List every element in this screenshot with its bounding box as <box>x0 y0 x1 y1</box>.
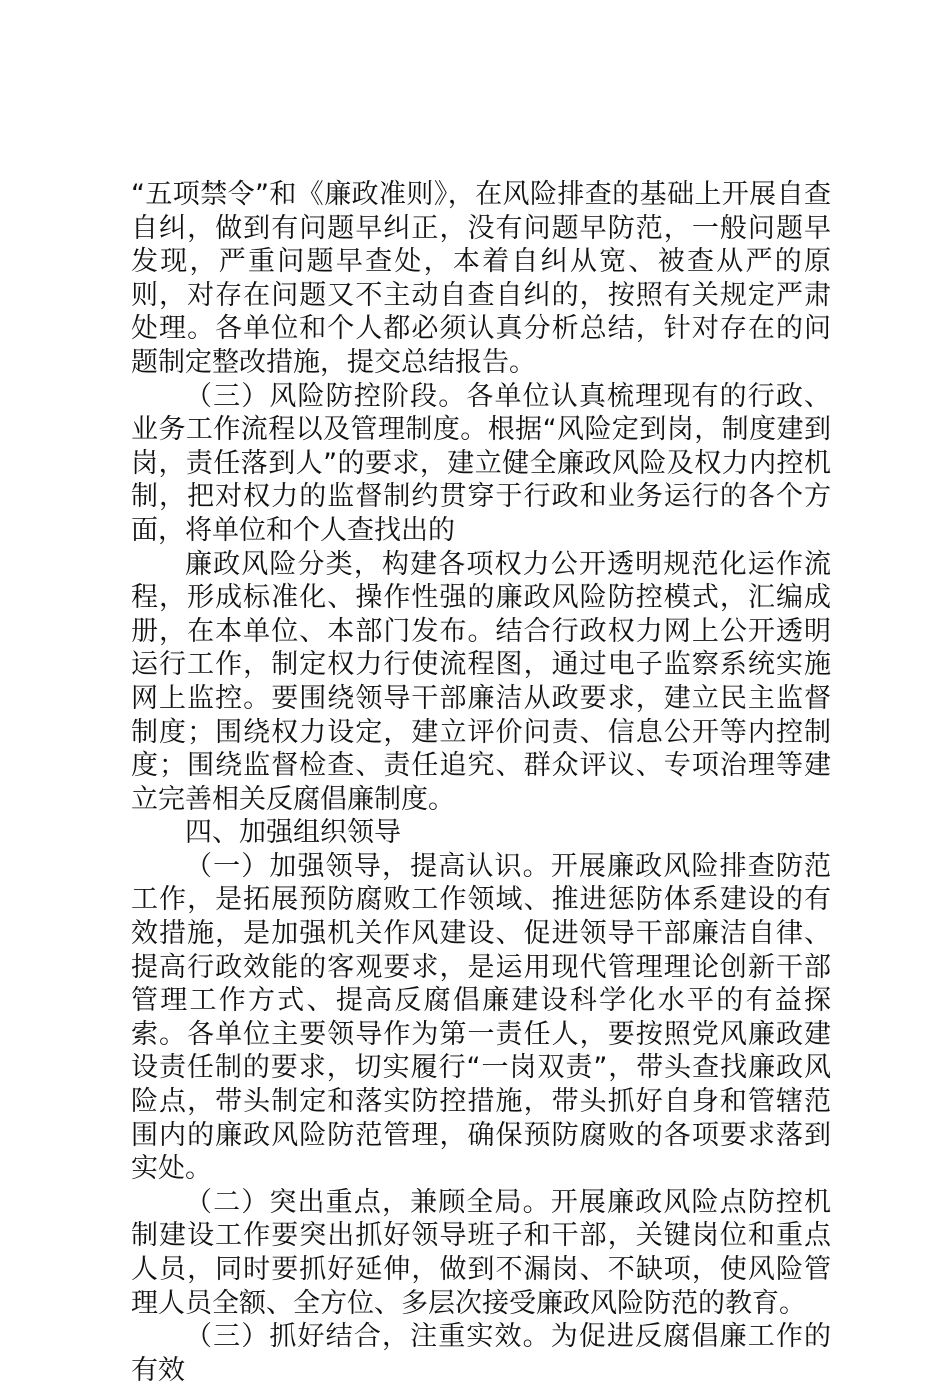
section-heading-organization: 四、加强组织领导 <box>185 817 401 849</box>
paragraph-risk-classification: 廉政风险分类，构建各项权力公开透明规范化运作流程，形成标准化、操作性强的廉政风险防控模式，汇编成册，在本单位、本部门发布。结合行政权力网上公开透明运行工作，制定权力行使流程图，通过电子监察系统实施网上监控。要围绕领导干部廉洁从政要求，建立民主监督制度；围绕权力设定，建立评价问责、信息公开等内控制度；围绕监督检查、责任追究、群众评议、专项治理等建立完善相关反腐倡廉制度。 <box>131 548 831 815</box>
paragraph-risk-control-stage: （三）风险防控阶段。各单位认真梳理现有的行政、业务工作流程以及管理制度。根据“风险定到岗，制度建到岗，责任落到人”的要求，建立健全廉政风险及权力内控机制，把对权力的监督制约贯穿于行政和业务运行的各个方面，将单位和个人查找出的 <box>131 380 831 546</box>
document-body <box>131 178 831 1387</box>
paragraph-combine-effect: （三）抓好结合，注重实效。为促进反腐倡廉工作的有效 <box>131 1321 831 1386</box>
paragraph-self-inspection: “五项禁令”和《廉政准则》，在风险排查的基础上开展自查自纠，做到有问题早纠正，没有问题早防范，一般问题早发现，严重问题早查处，本着自纠从宽、被查从严的原则，对存在问题又不主动自查自纠的，按照有关规定严肃处理。各单位和个人都必须认真分析总结，针对存在的问题制定整改措施，提交总结报告。 <box>131 179 831 378</box>
paragraph-highlight-focus: （二）突出重点，兼顾全局。开展廉政风险点防控机制建设工作要突出抓好领导班子和干部，关键岗位和重点人员，同时要抓好延伸，做到不漏岗、不缺项，使风险管理人员全额、全方位、多层次接受廉政风险防范的教育。 <box>131 1186 831 1319</box>
paragraph-strengthen-leadership: （一）加强领导，提高认识。开展廉政风险排查防范工作，是拓展预防腐败工作领域、推进惩防体系建设的有效措施，是加强机关作风建设、促进领导干部廉洁自律、提高行政效能的客观要求，是运用现代管理理论创新干部管理工作方式、提高反腐倡廉建设科学化水平的有益探索。各单位主要领导作为第一责任人，要按照党风廉政建设责任制的要求，切实履行“一岗双责”，带头查找廉政风险点，带头制定和落实防控措施，带头抓好自身和管辖范围内的廉政风险防范管理，确保预防腐败的各项要求落到实处。 <box>131 850 831 1185</box>
